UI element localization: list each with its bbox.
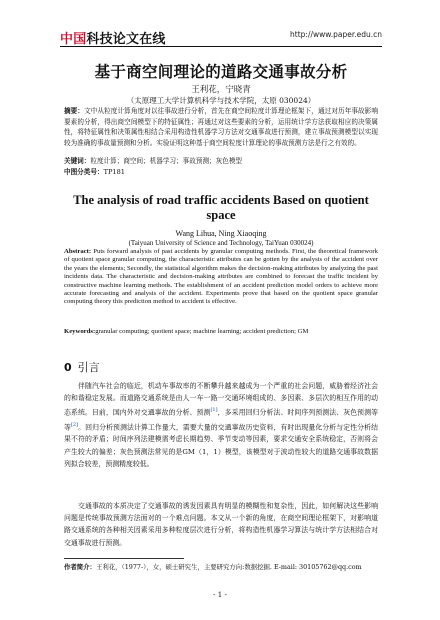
logo-text-red: 中国 — [60, 32, 87, 47]
page-number: - 1 - — [213, 591, 227, 599]
authors-en: Wang Lihua, Ning Xiaoqing — [175, 229, 267, 238]
citation-link-2[interactable]: [2] — [70, 421, 79, 428]
abstract-text-cn: 文中从粒度计算角度对以往事故进行分析，首先在商空间粒度计算理论框架下，通过对历年事故影响要素的分析，得出商空间模型下的特征属性；再通过对这些要素的分析，运用统计学方法获取相应的决策属性，将特征属性和决策属性相结合采用构造性机器学习方法对交通事故进行预测，建立事故预测模型以实现较为准确的事故量预测和分析。实验证明这种基于商空间粒度计算理论的事故预测方法是行之有效的。 — [64, 107, 379, 147]
journal-logo[interactable] — [60, 28, 166, 47]
keywords-cn — [64, 156, 378, 166]
keywords-en — [64, 328, 378, 336]
logo-text-black: 科技论文在线 — [86, 32, 166, 47]
keywords-text-en: granular computing; quotient space; machine learning; accident prediction; GM — [95, 328, 309, 335]
footnote-label: 作者简介： — [64, 563, 96, 571]
abstract-en — [64, 248, 378, 307]
footnote-divider — [64, 558, 184, 559]
intro-paragraph-1 — [64, 380, 378, 470]
section-title: 引言 — [77, 361, 100, 374]
author-footnote — [64, 562, 378, 571]
title-en: The analysis of road traffic accidents Based on quotient space — [73, 193, 369, 222]
title-cn: 基于商空间理论的道路交通事故分析 — [94, 63, 348, 81]
p1-part-a: 伴随汽车社会的临近，机动车事故率的不断攀升越来越成为一个严重的社会问题，威胁着经济社会的和谐稳定发展。而道路交通系统是由人一车一路一交通环境组成的、多因素、多层次的相互作用的动态系统。目前，国内外对交通事故的分析、预测 — [64, 382, 378, 417]
abstract-label-cn: 摘要： — [64, 107, 85, 115]
section-heading — [64, 359, 100, 375]
footnote-text: 王利花，（1977-），女，硕士研究生，主要研究方向:数据挖掘. E-mail: 30105762@qq.com — [95, 563, 362, 571]
affiliation-cn: （太原理工大学计算机科学与技术学院，太原 030024） — [126, 96, 316, 105]
site-url-link[interactable]: http://www.paper.edu.cn — [290, 30, 382, 39]
keywords-label-cn: 关键词： — [64, 157, 91, 165]
classification-code: TP181 — [103, 168, 125, 176]
keywords-text-cn: 粒度计算；商空间；机器学习；事故预测；灰色模型 — [90, 157, 243, 165]
p1-part-c: 。回归分析预测法计算工作量大，需要大量的交通事故历史资料，有时出现量化分析与定性分析结果不符的矛盾；时间序列法建模需考虑长期趋势、季节变动等因素，要求交通安全系统稳定，否则将会产生较大的偏差；灰色预测法常见的是GM（1，1）模型，该模型对于波动性较大的道路交通事故数据列拟合较差，预测精度较低。 — [64, 423, 379, 468]
abstract-label-en: Abstract: — [64, 248, 92, 255]
authors-cn: 王利花，宁晓青 — [191, 85, 251, 95]
header-divider — [60, 46, 382, 47]
intro-paragraph-2: 交通事故的本质决定了交通事故的诱发因素具有明显的模糊性和复杂性，因此，如何解决这些影响问题是传统事故预测方法面对的一个难点问题。本文从一个新的角度，在商空间理论框架下，对影响道路交通系统的各种相关因素采用多种粒度层次进行分析，将构造性机器学习算法与统计学方法相结合对交通事故进行预测。 — [64, 502, 378, 547]
classification-cn — [64, 167, 378, 177]
journal-header — [60, 28, 382, 46]
abstract-cn — [64, 106, 378, 148]
keywords-label-en: Keywords: — [64, 328, 96, 335]
citation-link-1[interactable]: [1] — [210, 407, 218, 414]
abstract-text-en: Puts forward analysis of past accidents by granular computing methods. First, the theoretical framework of quotient space granular computing, the characteristic attributes can be gotten by the analysis of the accident over the years the elements; Secondly, the statistical algorithm makes the decision-making attributes by analyzing the past incidents data. The characteristic and decision-making attributes are combined to forecast the traffic incident by constructive machine learning methods. The establishment of an accident prediction model orders to achieve more accurate forecasting and analysis of the accident. Experiments prove that based on the quotient space granular computing theory this prediction method to accident is effective. — [64, 248, 379, 306]
section-number: 0 — [64, 361, 72, 374]
classification-label: 中图分类号： — [64, 168, 104, 176]
p1-part-b: ，多采用回归分析法、时间序列预测法、灰色预测等等 — [64, 408, 379, 432]
affiliation-en: (Taiyuan University of Science and Technology, TaiYuan 030024) — [128, 239, 314, 247]
